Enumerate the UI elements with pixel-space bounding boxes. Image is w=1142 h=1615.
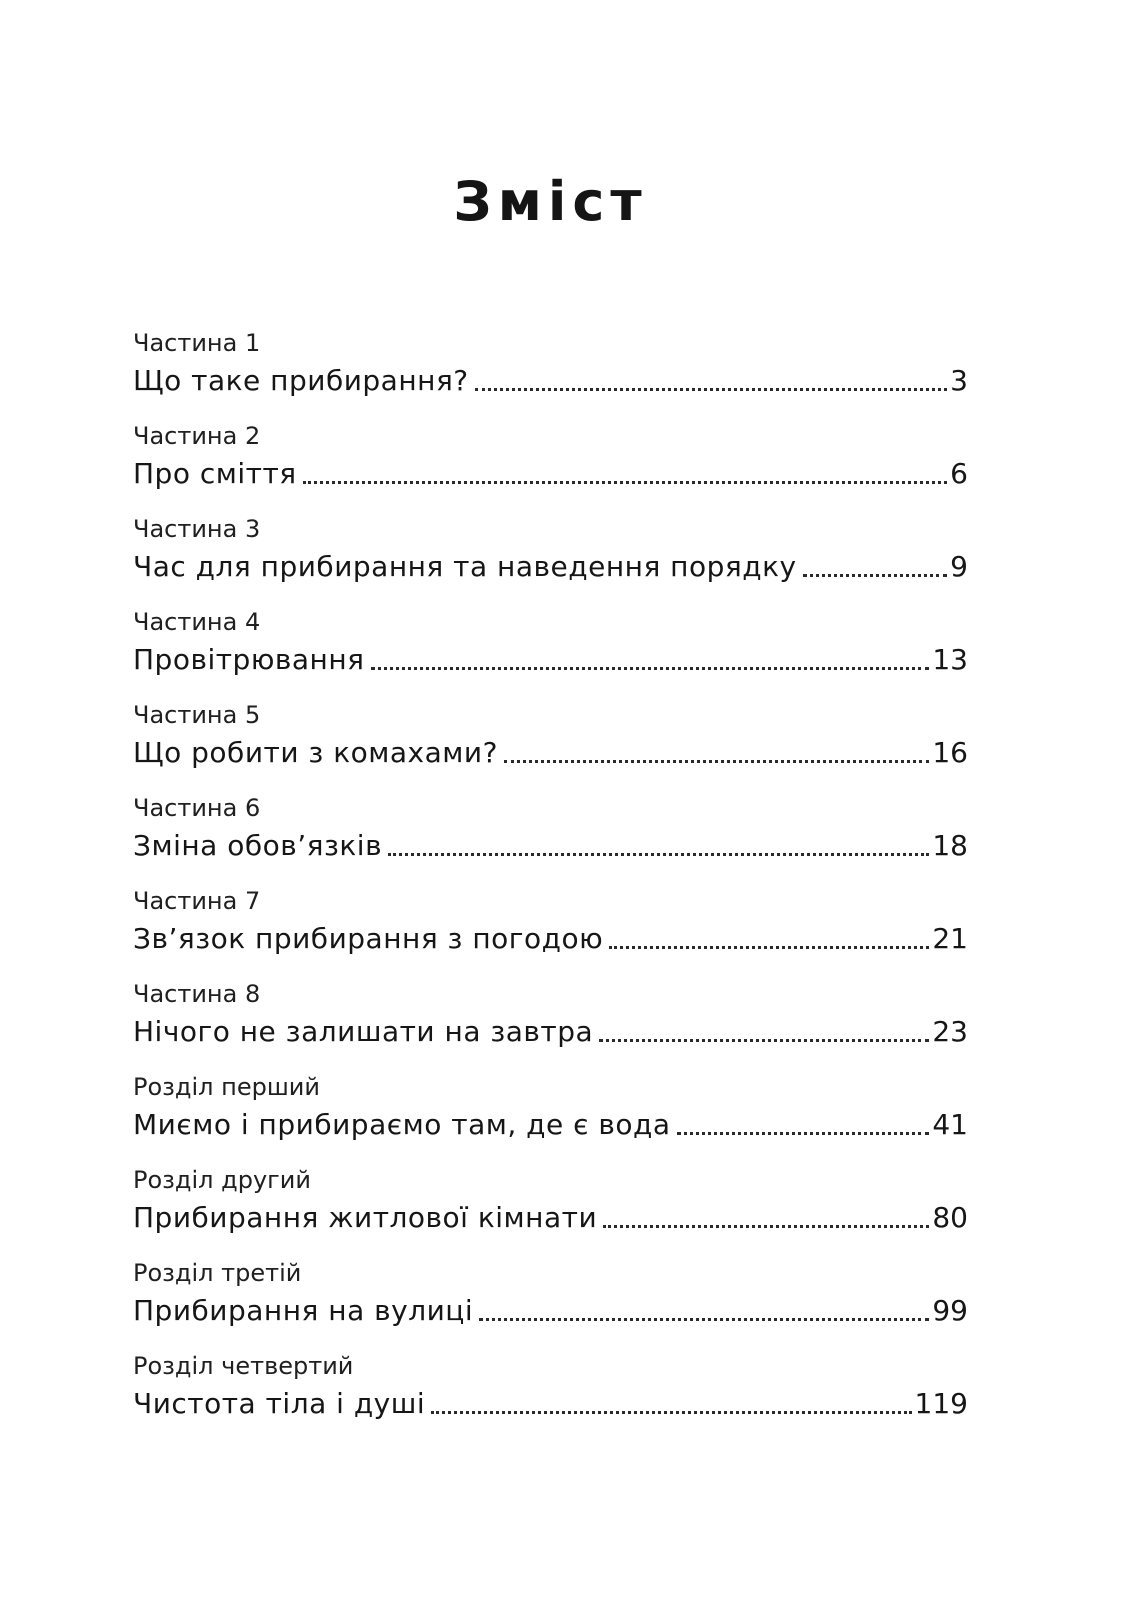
dot-leader	[371, 667, 930, 670]
toc-entry-label: Розділ другий	[133, 1166, 311, 1195]
dot-leader	[603, 1225, 929, 1228]
toc-entry-page-number: 119	[914, 1387, 968, 1421]
toc-entries	[133, 329, 968, 1421]
toc-entry	[133, 887, 968, 956]
toc-entry-row	[133, 457, 968, 491]
toc-entry-label: Частина 2	[133, 422, 261, 451]
toc-entry-page-number: 99	[932, 1294, 968, 1328]
toc-entry-page-number: 80	[932, 1201, 968, 1235]
toc-entry-page-number: 9	[950, 550, 968, 584]
toc-entry-row	[133, 550, 968, 584]
toc-entry-label: Частина 7	[133, 887, 261, 916]
toc-entry-label: Розділ четвертий	[133, 1352, 354, 1381]
toc-entry-title: Час для прибирання та наведення порядку	[133, 550, 797, 584]
toc-entry	[133, 1352, 968, 1421]
toc-entry	[133, 1259, 968, 1328]
page-title: Зміст	[453, 170, 648, 233]
toc-entry	[133, 701, 968, 770]
dot-leader	[609, 946, 929, 949]
toc-entry-row	[133, 736, 968, 770]
toc-entry-row	[133, 922, 968, 956]
toc-entry-label: Частина 1	[133, 329, 261, 358]
toc-entry-title: Зміна обов’язків	[133, 829, 383, 863]
toc-entry-row	[133, 1294, 968, 1328]
toc-entry	[133, 329, 968, 398]
toc-entry-title: Нічого не залишати на завтра	[133, 1015, 594, 1049]
dot-leader	[388, 853, 929, 856]
toc-entry-row	[133, 643, 968, 677]
toc-entry-title: Чистота тіла і душі	[133, 1387, 426, 1421]
dot-leader	[504, 760, 929, 763]
toc-entry-page-number: 6	[950, 457, 968, 491]
toc-entry-row	[133, 1108, 968, 1142]
toc-entry-page-number: 18	[932, 829, 968, 863]
toc-entry-page-number: 21	[932, 922, 968, 956]
dot-leader	[431, 1411, 911, 1414]
toc-entry-page-number: 23	[932, 1015, 968, 1049]
toc-entry-page-number: 41	[932, 1108, 968, 1142]
toc-entry-label: Розділ перший	[133, 1073, 320, 1102]
toc-entry	[133, 794, 968, 863]
toc-entry-row	[133, 364, 968, 398]
toc-entry-label: Частина 5	[133, 701, 261, 730]
toc-entry	[133, 608, 968, 677]
toc-entry	[133, 422, 968, 491]
toc-entry	[133, 1166, 968, 1235]
toc-entry-title: Зв’язок прибирання з погодою	[133, 922, 604, 956]
toc-entry-title: Що таке прибирання?	[133, 364, 469, 398]
toc-entry-title: Миємо і прибираємо там, де є вода	[133, 1108, 671, 1142]
toc-entry	[133, 980, 968, 1049]
dot-leader	[475, 388, 948, 391]
dot-leader	[479, 1318, 929, 1321]
toc-entry-label: Частина 4	[133, 608, 261, 637]
toc-entry	[133, 515, 968, 584]
toc-entry-label: Частина 3	[133, 515, 261, 544]
toc-entry-page-number: 16	[932, 736, 968, 770]
toc-entry-label: Розділ третій	[133, 1259, 302, 1288]
toc-entry-label: Частина 8	[133, 980, 261, 1009]
toc-entry-title: Прибирання житлової кімнати	[133, 1201, 598, 1235]
toc-entry-page-number: 13	[932, 643, 968, 677]
toc-entry-row	[133, 1387, 968, 1421]
toc-entry-page-number: 3	[950, 364, 968, 398]
toc-entry-title: Про сміття	[133, 457, 297, 491]
toc-entry-row	[133, 1015, 968, 1049]
dot-leader	[803, 574, 948, 577]
toc-entry-title: Провітрювання	[133, 643, 365, 677]
toc-entry-title: Що робити з комахами?	[133, 736, 498, 770]
toc-entry	[133, 1073, 968, 1142]
toc-entry-title: Прибирання на вулиці	[133, 1294, 474, 1328]
toc-entry-row	[133, 1201, 968, 1235]
dot-leader	[303, 481, 948, 484]
dot-leader	[677, 1132, 930, 1135]
toc-entry-row	[133, 829, 968, 863]
toc-entry-label: Частина 6	[133, 794, 261, 823]
dot-leader	[599, 1039, 929, 1042]
